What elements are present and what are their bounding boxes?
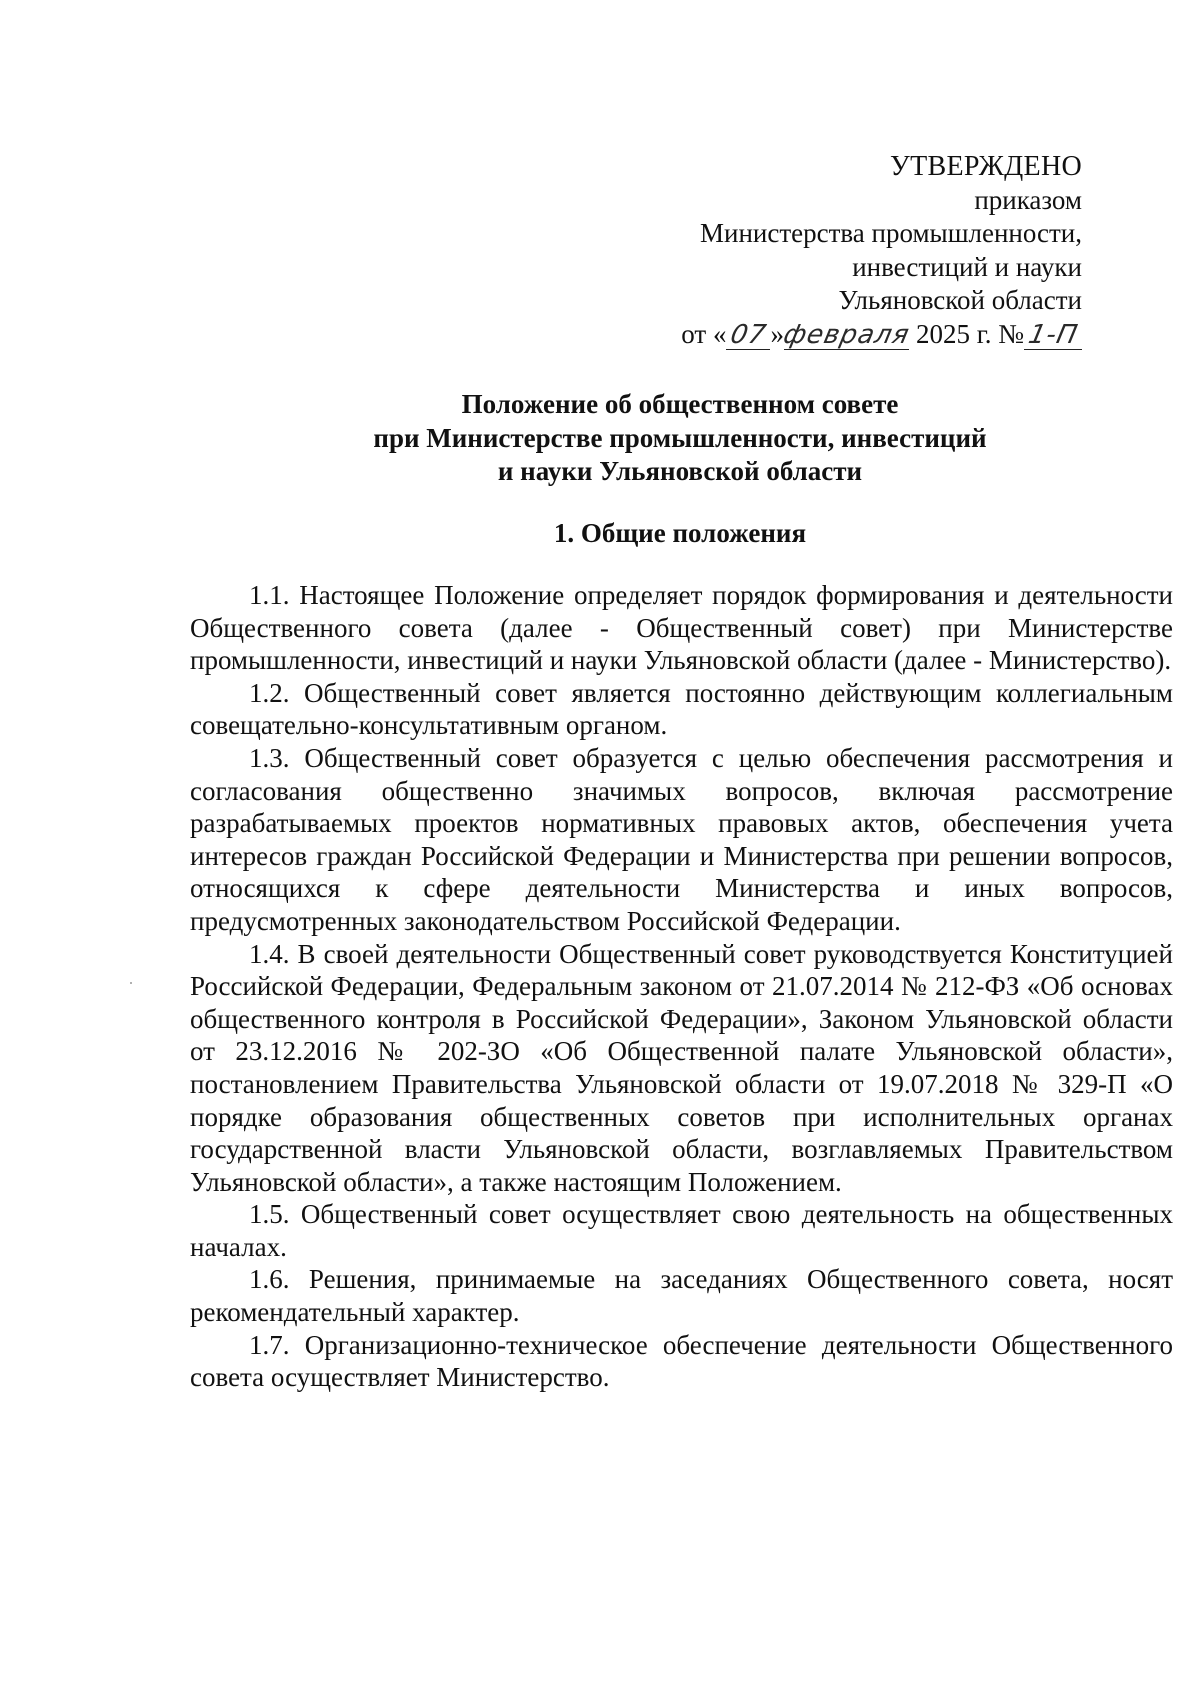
approval-line: Ульяновской области xyxy=(838,285,1082,315)
approval-line: Министерства промышленности, xyxy=(700,218,1082,248)
title-line: и науки Ульяновской области xyxy=(497,456,863,486)
date-day-field xyxy=(726,320,770,350)
date-month-field xyxy=(780,319,913,350)
section-body xyxy=(190,579,1173,1394)
handwritten-day: 07 xyxy=(727,319,770,350)
handwritten-month: февраля xyxy=(780,319,913,350)
date-mid: » xyxy=(770,318,784,349)
approval-line: приказом xyxy=(974,184,1082,215)
approval-date-line xyxy=(681,318,1082,352)
date-prefix: от « xyxy=(681,318,727,349)
handwritten-order-number: 1-П xyxy=(1025,319,1081,350)
title-line: Положение об общественном совете xyxy=(461,389,899,419)
title-line: при Министерстве промышленности, инвестиций xyxy=(373,422,987,453)
date-year: 2025 г. № xyxy=(915,318,1024,349)
paragraph-1-5: 1.5. Общественный совет осуществляет свою деятельность на общественных началах. xyxy=(190,1199,1173,1262)
approval-block xyxy=(681,150,1082,351)
approval-heading: УТВЕРЖДЕНО xyxy=(889,151,1082,182)
paragraph-1-7: 1.7. Организационно-техническое обеспечение деятельности Общественного совета осуществляет Министерство. xyxy=(190,1329,1173,1393)
paragraph-1-2: 1.2. Общественный совет является постоянно действующим коллегиальным совещательно-консультативным органом. xyxy=(190,677,1173,741)
section-heading: 1. Общие положения xyxy=(553,518,807,548)
scan-speck xyxy=(130,982,132,984)
order-number-field xyxy=(1024,320,1082,350)
approval-line: инвестиций и науки xyxy=(852,251,1082,282)
paragraph-1-4: 1.4. В своей деятельности Общественный совет руководствуется Конституцией Российской Федерации, Федеральным законом от 21.07.2014 № 212-ФЗ «Об основах общественного контроля в Российской Федерации», Законом Ульяновской области от 23.12.2016 № 202-ЗО «Об Общественной палате Ульяновской области», постановлением Правительства Ульяновской области от 19.07.2018 № 329-П «О порядке образования общественных советов при исполнительных органах государственной власти Ульяновской области, возглавляемых Правительством Ульяновской области», а также настоящим Положением. xyxy=(190,938,1173,1197)
document-title xyxy=(190,388,1170,489)
paragraph-1-1: 1.1. Настоящее Положение определяет порядок формирования и деятельности Общественного совета (далее - Общественный совет) при Министерстве промышленности, инвестиций и науки Ульяновской области (далее - Министерство). xyxy=(190,580,1173,676)
paragraph-1-3: 1.3. Общественный совет образуется с целью обеспечения рассмотрения и согласования общественно значимых вопросов, включая рассмотрение разрабатываемых проектов нормативных правовых актов, обеспечения учета интересов граждан Российской Федерации и Министерства при решении вопросов, относящихся к сфере деятельности Министерства и иных вопросов, предусмотренных законодательством Российской Федерации. xyxy=(190,742,1173,936)
paragraph-1-6: 1.6. Решения, принимаемые на заседаниях Общественного совета, носят рекомендательный характер. xyxy=(190,1264,1173,1328)
